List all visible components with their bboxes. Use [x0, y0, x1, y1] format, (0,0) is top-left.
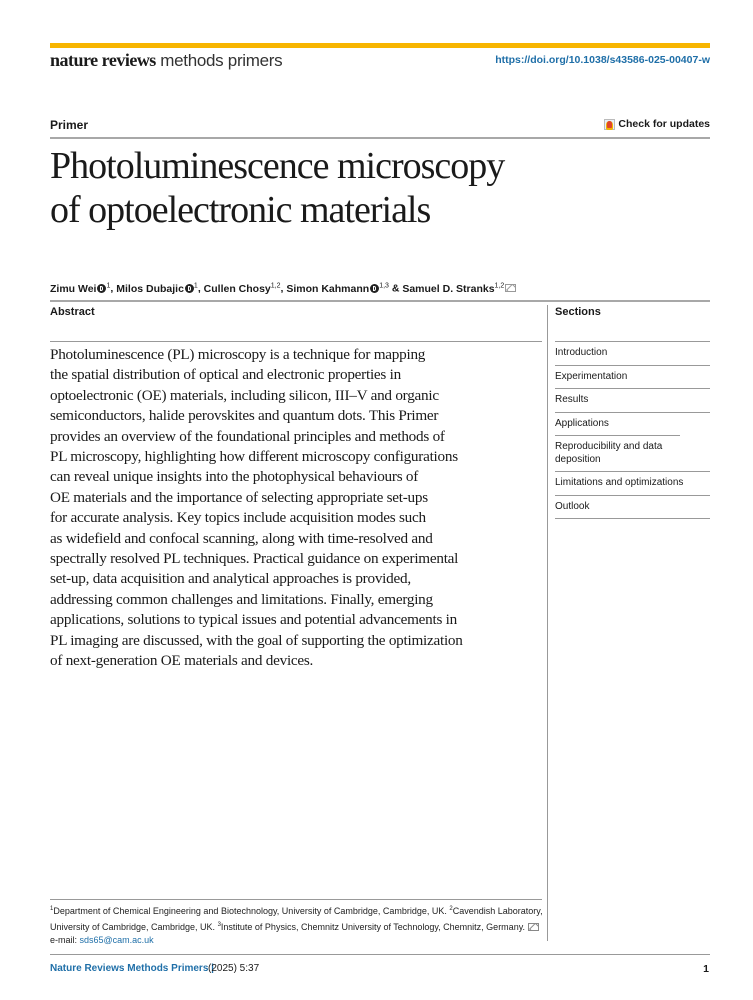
journal-logo-bold: nature reviews: [50, 50, 156, 70]
article-type: Primer: [50, 118, 89, 132]
divider: [50, 954, 710, 955]
affiliation-ref: 1: [193, 282, 198, 289]
abstract-line: as widefield and confocal scanning, along with time-resolved and: [50, 529, 433, 547]
author-list: Zimu Wei $^1$, Milos Dubajic $^1$, Cullen Chosy$^{1,2}$, Simon Kahmann $^{1,3}$ & Samuel D. Stranks$^{1,2}$: [50, 282, 516, 295]
divider: [50, 899, 542, 900]
sections-heading: Sections: [555, 306, 601, 318]
affiliation-ref: 1,2: [270, 282, 281, 289]
abstract-line: can reveal unique insights into the photophysical behaviours of: [50, 468, 419, 486]
abstract-line: PL microscopy, highlighting how different microscopy configurations: [50, 448, 458, 466]
abstract-line: PL imaging are discussed, with the goal of supporting the optimization: [50, 631, 463, 649]
orcid-icon[interactable]: [185, 284, 194, 293]
abstract-line: OE materials and the importance of selecting appropriate set-ups: [50, 488, 428, 506]
section-link-experimentation[interactable]: Experimentation: [555, 365, 710, 389]
author[interactable]: Milos Dubajic $^1$: [116, 282, 198, 295]
section-link-results[interactable]: Results: [555, 388, 710, 412]
title-line: of optoelectronic materials: [50, 189, 431, 231]
abstract-line: provides an overview of the foundational principles and methods of: [50, 427, 445, 445]
title-line: Photoluminescence microscopy: [50, 145, 505, 187]
abstract-text: [50, 345, 542, 672]
section-link-applications[interactable]: Applications: [555, 412, 710, 436]
divider: [50, 300, 710, 302]
divider: [555, 518, 710, 519]
affiliation-ref: 1,3: [379, 282, 389, 289]
crossmark-icon: [604, 119, 615, 130]
abstract-line: for accurate analysis. Key topics include acquisition modes such: [50, 509, 426, 527]
journal-logo-regular: methods primers: [160, 51, 283, 70]
journal-logo: [50, 50, 282, 71]
check-for-updates-button[interactable]: [604, 118, 710, 130]
author[interactable]: Simon Kahmann $^{1,3}$: [286, 282, 389, 295]
section-link-limitations[interactable]: Limitations and optimizations: [555, 471, 710, 495]
email-icon[interactable]: [505, 284, 516, 292]
section-link-introduction[interactable]: Introduction: [555, 341, 710, 365]
affiliations-footnote: $^1$Department of Chemical Engineering and Biotechnology, University of Cambridge, Cambridge, UK. $^2$Cavendish Laboratory, University of Cambridge, Cambridge, UK. $^3$Institute of Physics, Chemnitz University of Technology, Chemnitz, Germany. e-mail: sds65@cam.ac.uk: [50, 906, 543, 945]
abstract-line: the spatial distribution of optical and electronic properties in: [50, 366, 401, 384]
affiliation-ref: 1,2: [494, 282, 505, 289]
journal-accent-bar: [50, 43, 710, 48]
article-title: [50, 144, 690, 232]
abstract-line: addressing common challenges and limitations. Finally, emerging: [50, 590, 433, 608]
abstract-line: set-up, data acquisition and analytical approaches is provided,: [50, 570, 411, 588]
affiliation-ref: 1: [106, 282, 111, 289]
section-link-outlook[interactable]: Outlook: [555, 495, 710, 519]
footer-journal-name[interactable]: Nature Reviews Methods Primers |: [50, 963, 214, 974]
doi-link[interactable]: https://doi.org/10.1038/s43586-025-00407-w: [495, 54, 710, 66]
orcid-icon[interactable]: [370, 284, 379, 293]
orcid-icon[interactable]: [97, 284, 106, 293]
abstract-line: of next-generation OE materials and devices.: [50, 652, 314, 670]
sections-nav: [555, 341, 710, 519]
column-divider: [547, 305, 548, 941]
page-number: 1: [703, 963, 709, 975]
email-link[interactable]: sds65@cam.ac.uk: [79, 935, 154, 945]
abstract-line: semiconductors, halide perovskites and quantum dots. This Primer: [50, 407, 439, 425]
section-link-reproducibility[interactable]: Reproducibility and data deposition: [555, 435, 680, 471]
abstract-line: applications, solutions to typical issues and potential advancements in: [50, 611, 457, 629]
abstract-line: spectrally resolved PL techniques. Practical guidance on experimental: [50, 550, 459, 568]
abstract-line: Photoluminescence (PL) microscopy is a technique for mapping: [50, 346, 426, 363]
author[interactable]: Zimu Wei $^1$: [50, 282, 111, 295]
abstract-heading: Abstract: [50, 306, 95, 318]
author[interactable]: Samuel D. Stranks$^{1,2}$: [402, 283, 516, 295]
divider: [50, 341, 542, 342]
footer-citation: (2025) 5:37: [208, 963, 260, 974]
author[interactable]: Cullen Chosy$^{1,2}$: [203, 282, 281, 295]
abstract-line: optoelectronic (OE) materials, including silicon, III–V and organic: [50, 386, 439, 404]
check-for-updates-label: Check for updates: [618, 118, 710, 130]
email-icon: [528, 923, 539, 931]
divider: [50, 137, 710, 139]
